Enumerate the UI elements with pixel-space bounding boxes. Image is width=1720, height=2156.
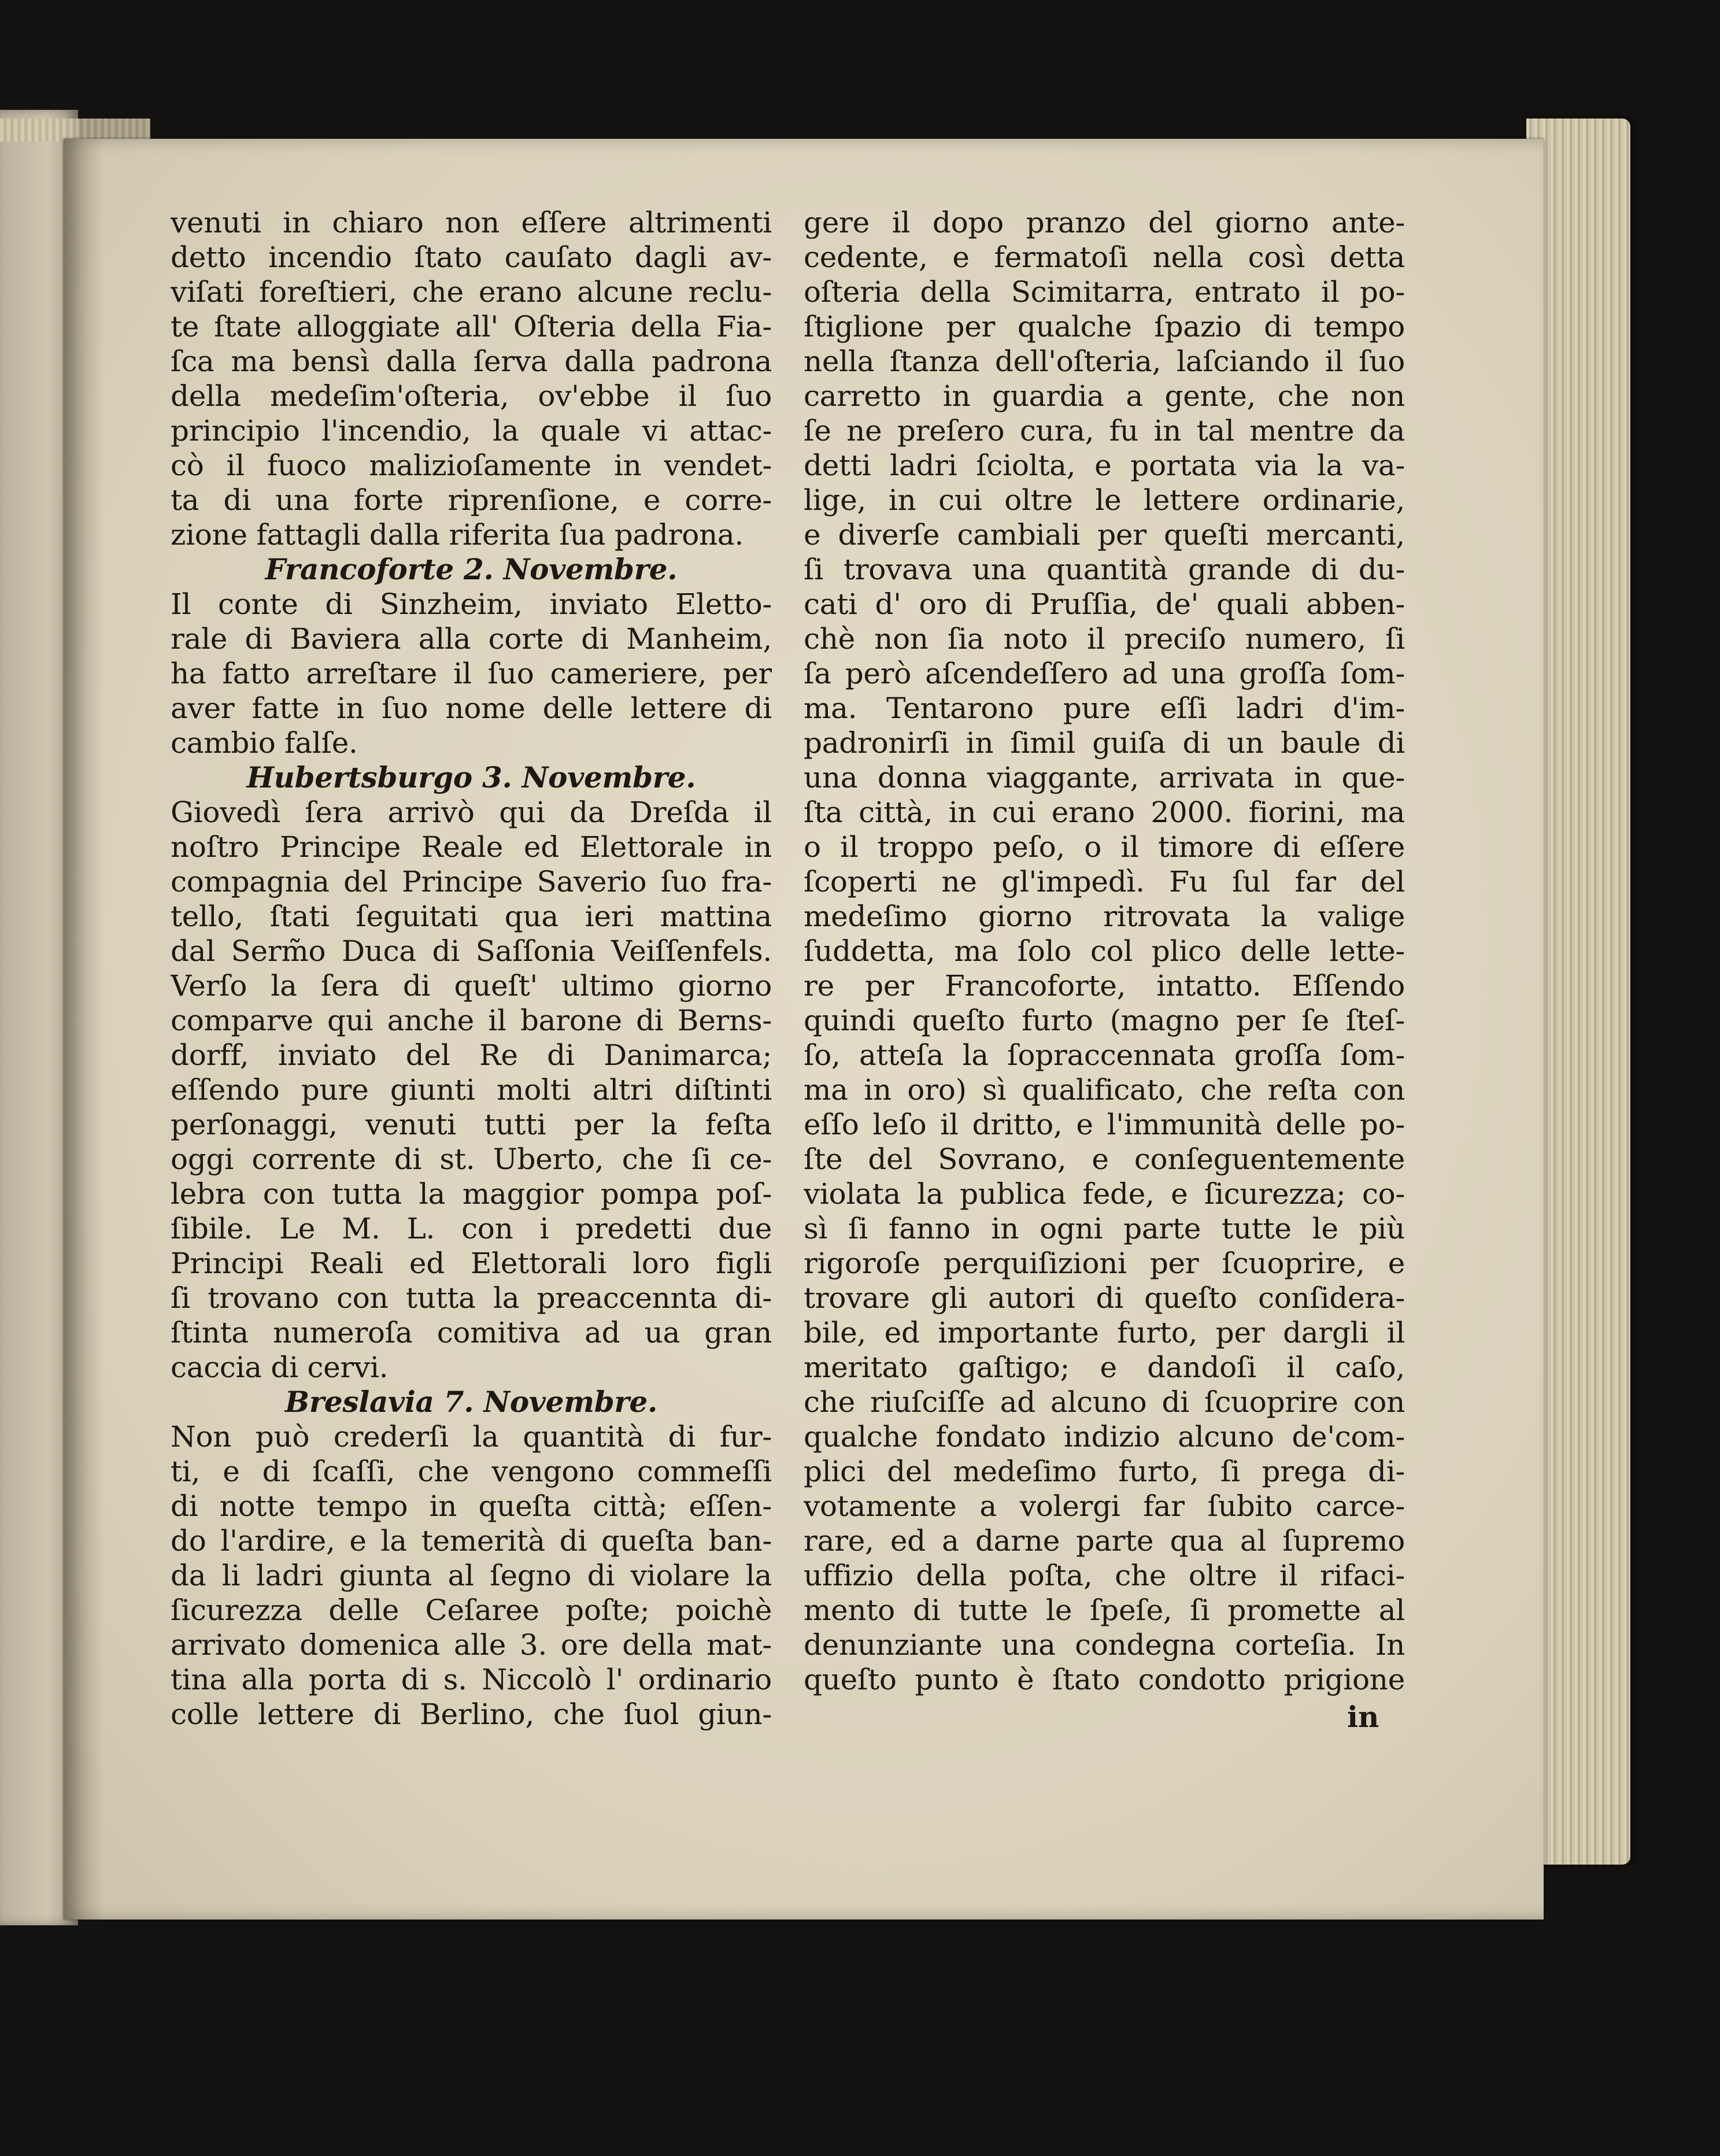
text-line: ma in oro) sì qualificato, che reſta con [804, 1073, 1405, 1107]
text-line: viſati foreſtieri, che erano alcune reclu- [171, 275, 772, 309]
text-line: Giovedì ſera arrivò qui da Dreſda il [171, 796, 772, 829]
text-line: gere il dopo pranzo del giorno ante- [804, 206, 1405, 239]
text-line: colle lettere di Berlino, che ſuol giun- [171, 1698, 772, 1731]
gutter-shadow [64, 139, 104, 1920]
text-line: principio l'incendio, la quale vi attac- [171, 414, 772, 448]
text-line: cò il fuoco malizioſamente in vendet- [171, 449, 772, 482]
text-line: eſſo leſo il dritto, e l'immunità delle po- [804, 1108, 1405, 1141]
text-line: Verſo la ſera di queſt' ultimo giorno [171, 969, 772, 1003]
text-line: carretto in guardia a gente, che non [804, 379, 1405, 413]
text-line: cambio falſe. [171, 726, 358, 760]
text-line: ſta città, in cui erano 2000. fiorini, ma [804, 796, 1405, 829]
text-line: queſto punto è ſtato condotto prigione [804, 1663, 1405, 1696]
text-line: cati d' oro di Pruſſia, de' quali abben- [804, 587, 1405, 621]
text-line: uffizio della poſta, che oltre il rifaci- [804, 1559, 1405, 1592]
text-line: quindi queſto furto (magno per ſe ſteſ- [804, 1004, 1405, 1037]
text-line: chè non ſia noto il preciſo numero, ſi [804, 622, 1405, 656]
text-line: rigoroſe perquiſizioni per ſcuoprire, e [804, 1247, 1405, 1280]
text-line: sì ſi fanno in ogni parte tutte le più [804, 1212, 1405, 1245]
text-line: Principi Reali ed Elettorali loro figli [171, 1247, 772, 1280]
text-line: nella ſtanza dell'oſteria, laſciando il ſuo [804, 345, 1405, 378]
text-line: arrivato domenica alle 3. ore della mat- [171, 1628, 772, 1662]
dateline-heading: Francoforte 2. Novembre. [265, 552, 678, 586]
text-line: ti, e di ſcaſſi, che vengono commeſſi [171, 1455, 772, 1488]
text-line: qualche fondato indizio alcuno de'com- [804, 1420, 1405, 1454]
text-line: ſtinta numeroſa comitiva ad ua gran [171, 1316, 772, 1349]
text-line: ma. Tentarono pure eſſi ladri d'im- [804, 691, 1405, 725]
text-line: di notte tempo in queſta città; eſſen- [171, 1489, 772, 1523]
text-line: ta di una forte riprenſione, e corre- [171, 483, 772, 517]
text-line: ſi trovava una quantità grande di du- [804, 553, 1405, 586]
text-line: plici del medeſimo furto, ſi prega di- [804, 1455, 1405, 1488]
text-line: cedente, e fermatoſi nella così detta [804, 241, 1405, 274]
catchword: in [1347, 1700, 1379, 1734]
text-line: denunziante una condegna corteſia. In [804, 1628, 1405, 1662]
text-line: tello, ſtati ſeguitati qua ieri mattina [171, 900, 772, 933]
text-line: medeſimo giorno ritrovata la valige [804, 900, 1405, 933]
text-line: comparve qui anche il barone di Berns- [171, 1004, 772, 1037]
text-line: caccia di cervi. [171, 1351, 389, 1384]
text-line: ſte del Sovrano, e conſeguentemente [804, 1142, 1405, 1176]
text-line: ſa però aſcendeſſero ad una groſſa ſom- [804, 657, 1405, 690]
text-line: ſicurezza delle Ceſaree poſte; poichè [171, 1593, 772, 1627]
text-line: ſtiglione per qualche ſpazio di tempo [804, 310, 1405, 343]
text-line: da li ladri giunta al ſegno di violare la [171, 1559, 772, 1592]
text-line: te ſtate alloggiate all' Oſteria della Fia- [171, 310, 772, 343]
text-line: lebra con tutta la maggior pompa poſ- [171, 1177, 772, 1211]
text-line: compagnia del Principe Saverio ſuo fra- [171, 865, 772, 898]
text-line: e diverſe cambiali per queſti mercanti, [804, 518, 1405, 552]
text-line: meritato gaſtigo; e dandoſi il caſo, [804, 1351, 1405, 1384]
text-line: tina alla porta di s. Niccolò l' ordinario [171, 1663, 772, 1696]
text-line: ſuddetta, ma ſolo col plico delle lette- [804, 934, 1405, 968]
left-page-strip [0, 119, 150, 142]
text-line: ſcoperti ne gl'impedì. Fu ſul far del [804, 865, 1405, 898]
text-line: detti ladri ſciolta, e portata via la va- [804, 449, 1405, 482]
text-line: ha fatto arreſtare il ſuo cameriere, per [171, 657, 772, 690]
text-line: ſe ne preſero cura, fu in tal mentre da [804, 414, 1405, 448]
text-line: bile, ed importante furto, per dargli il [804, 1316, 1405, 1349]
text-line: violata la publica fede, e ſicurezza; co- [804, 1177, 1405, 1211]
text-line: eſſendo pure giunti molti altri diſtinti [171, 1073, 772, 1107]
text-line: o il troppo peſo, o il timore di eſſere [804, 830, 1405, 864]
text-line: Non può crederſi la quantità di fur- [171, 1420, 772, 1454]
text-line: noſtro Principe Reale ed Elettorale in [171, 830, 772, 864]
right-text-column [804, 205, 1405, 1697]
text-line: lige, in cui oltre le lettere ordinarie, [804, 483, 1405, 517]
text-line: mento di tutte le ſpeſe, ſi promette al [804, 1593, 1405, 1627]
left-text-column [171, 205, 772, 1732]
text-line: do l'ardire, e la temerità di queſta ban- [171, 1524, 772, 1558]
text-line: perſonaggi, venuti tutti per la feſta [171, 1108, 772, 1141]
text-line: re per Francoforte, intatto. Eſſendo [804, 969, 1405, 1003]
text-line: dal Serm̃o Duca di Saſſonia Veiſſenfels. [171, 934, 772, 968]
text-line: trovare gli autori di queſto conſidera- [804, 1281, 1405, 1315]
text-line: Il conte di Sinzheim, inviato Eletto- [171, 587, 772, 621]
text-line: zione fattagli dalla riferita ſua padrona. [171, 518, 744, 552]
text-line: oggi corrente di st. Uberto, che ſi ce- [171, 1142, 772, 1176]
text-line: ſca ma bensì dalla ſerva dalla padrona [171, 345, 772, 378]
text-line: della medeſim'oſteria, ov'ebbe il ſuo [171, 379, 772, 413]
text-line: ſo, atteſa la ſopraccennata groſſa ſom- [804, 1038, 1405, 1072]
dateline-heading: Breslavia 7. Novembre. [284, 1385, 658, 1419]
text-line: rare, ed a darne parte qua al ſupremo [804, 1524, 1405, 1558]
text-line: padronirſi in ſimil guiſa di un baule di [804, 726, 1405, 760]
text-line: ſibile. Le M. L. con i predetti due [171, 1212, 772, 1245]
text-line: ſi trovano con tutta la preaccennta di- [171, 1281, 772, 1315]
text-line: una donna viaggante, arrivata in que- [804, 761, 1405, 794]
text-line: oſteria della Scimitarra, entrato il po- [804, 275, 1405, 309]
dateline-heading: Hubertsburgo 3. Novembre. [246, 760, 696, 794]
text-line: detto incendio ſtato cauſato dagli av- [171, 241, 772, 274]
text-line: dorff, inviato del Re di Danimarca; [171, 1038, 772, 1072]
text-line: venuti in chiaro non eſſere altrimenti [171, 206, 772, 239]
text-line: votamente a volergi far ſubito carce- [804, 1489, 1405, 1523]
text-line: che riuſciſſe ad alcuno di ſcuoprire con [804, 1385, 1405, 1419]
text-line: rale di Baviera alla corte di Manheim, [171, 622, 772, 656]
text-line: aver fatte in ſuo nome delle lettere di [171, 691, 772, 725]
